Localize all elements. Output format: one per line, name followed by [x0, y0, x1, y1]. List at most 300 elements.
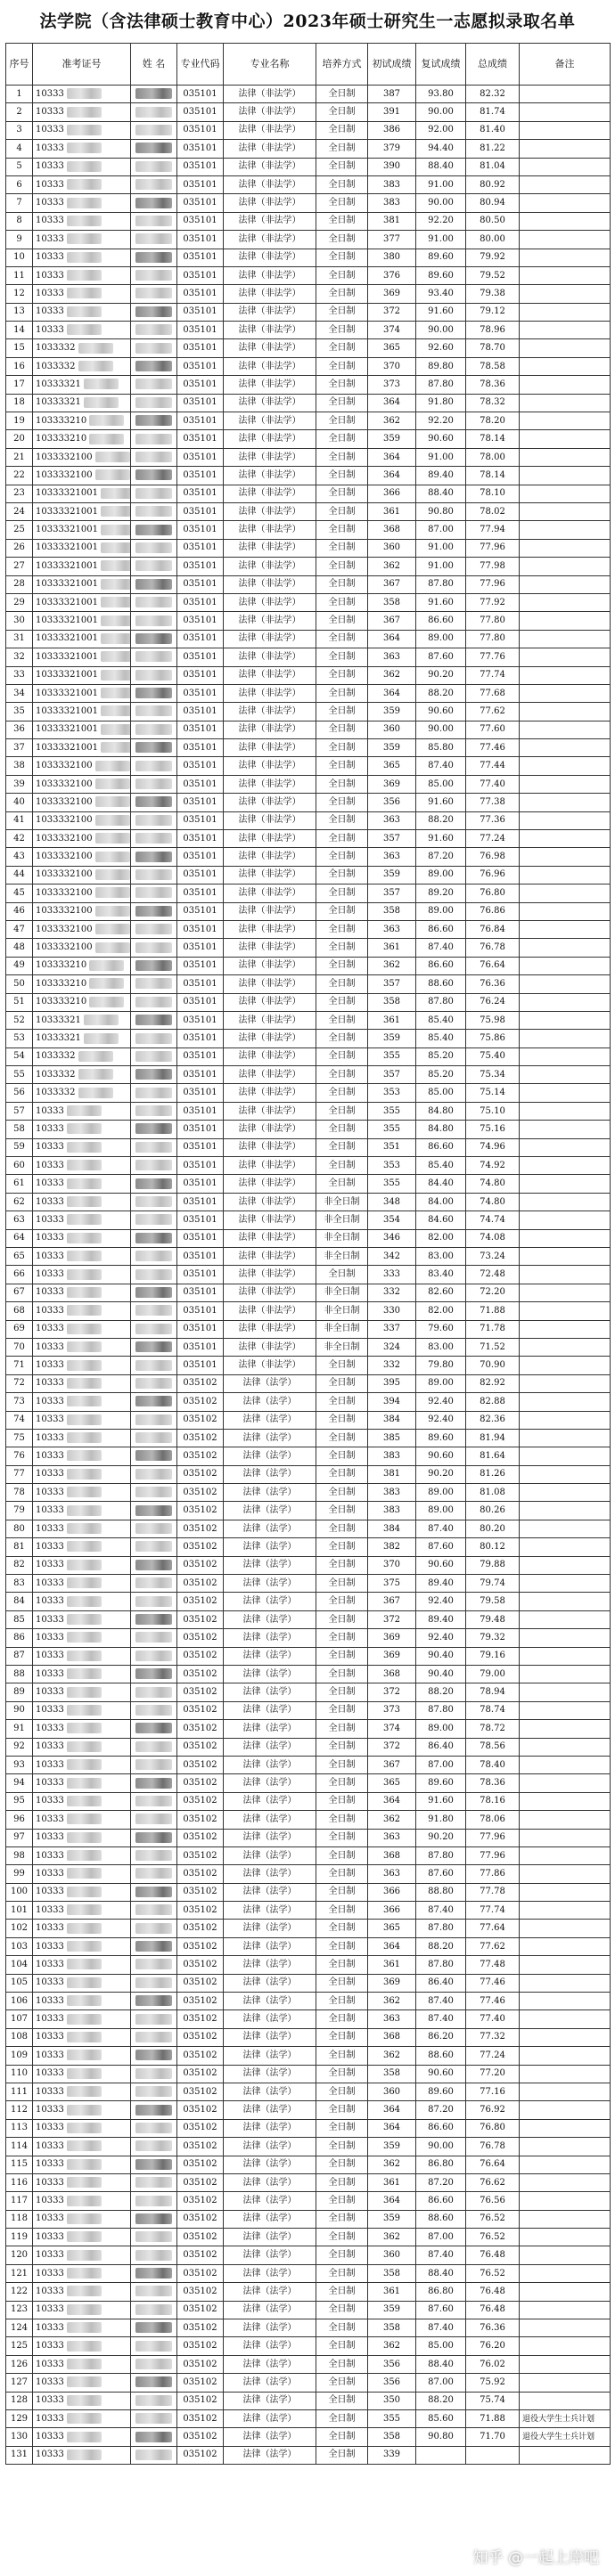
cell-prelim: 362: [368, 412, 416, 430]
cell-study-mode: 全日制: [316, 2392, 368, 2409]
cell-seq: 75: [6, 1429, 33, 1447]
cell-name: [131, 394, 177, 412]
redacted-name-block: [135, 1850, 172, 1861]
cell-major-code: 035102: [177, 2301, 224, 2319]
cell-major-name: 法律（法学）: [224, 1393, 316, 1411]
redacted-exam-id-block: [67, 2014, 102, 2025]
exam-id-text: 10333: [36, 2322, 64, 2333]
cell-prelim: 362: [368, 2337, 416, 2355]
cell-major-name: 法律（非法学）: [224, 1193, 316, 1211]
cell-retest: 87.00: [416, 2374, 466, 2392]
cell-remark: [520, 103, 611, 121]
table-row: [6, 993, 611, 1011]
cell-exam-id: [33, 1084, 131, 1102]
table-row: [6, 412, 611, 430]
cell-retest: 79.80: [416, 1357, 466, 1374]
cell-major-code: 035101: [177, 593, 224, 611]
exam-id-text: 10333: [36, 2268, 64, 2278]
cell-exam-id: [33, 2047, 131, 2065]
cell-exam-id: [33, 502, 131, 520]
cell-remark: [520, 1502, 611, 1520]
cell-name: [131, 830, 177, 848]
cell-prelim: 369: [368, 1629, 416, 1647]
cell-exam-id: [33, 1556, 131, 1574]
cell-total: 78.36: [466, 376, 520, 394]
cell-study-mode: 全日制: [316, 630, 368, 648]
table-row: [6, 1357, 611, 1374]
cell-prelim: 337: [368, 1320, 416, 1338]
cell-remark: [520, 1447, 611, 1465]
cell-seq: 5: [6, 158, 33, 175]
cell-remark: [520, 1738, 611, 1756]
cell-seq: 67: [6, 1284, 33, 1301]
cell-remark: [520, 1974, 611, 1992]
exam-id-text: 10333: [36, 1687, 64, 1698]
exam-id-text: 103333210: [36, 960, 87, 971]
cell-major-name: 法律（法学）: [224, 1683, 316, 1701]
exam-id-text: 10333: [36, 2413, 64, 2424]
cell-total: 78.56: [466, 1738, 520, 1756]
cell-total: 77.16: [466, 2083, 520, 2100]
cell-retest: 88.60: [416, 975, 466, 993]
exam-id-text: 10333: [36, 1923, 64, 1934]
cell-retest: 87.00: [416, 2229, 466, 2246]
cell-prelim: 372: [368, 303, 416, 321]
exam-id-text: 10333: [36, 1178, 64, 1189]
cell-major-code: 035102: [177, 2065, 224, 2083]
redacted-name-block: [135, 1469, 172, 1480]
cell-major-name: 法律（非法学）: [224, 357, 316, 375]
cell-seq: 112: [6, 2101, 33, 2119]
cell-major-code: 035101: [177, 1211, 224, 1229]
exam-id-text: 10333: [36, 270, 64, 281]
exam-id-text: 10333: [36, 1705, 64, 1716]
redacted-name-block: [135, 2196, 172, 2206]
redacted-exam-id-block: [95, 469, 130, 480]
cell-prelim: 364: [368, 448, 416, 466]
cell-remark: [520, 212, 611, 230]
cell-retest: 87.40: [416, 1993, 466, 2010]
cell-major-name: 法律（非法学）: [224, 285, 316, 303]
cell-major-name: 法律（非法学）: [224, 794, 316, 811]
cell-study-mode: 全日制: [316, 757, 368, 775]
cell-major-code: 035101: [177, 866, 224, 884]
cell-exam-id: [33, 2119, 131, 2137]
cell-total: 71.78: [466, 1320, 520, 1338]
redacted-name-block: [135, 2177, 172, 2188]
redacted-exam-id-block: [67, 1269, 102, 1280]
cell-prelim: 368: [368, 2028, 416, 2046]
cell-remark: [520, 485, 611, 502]
exam-id-text: 1033332100: [36, 815, 93, 826]
redacted-name-block: [135, 2450, 172, 2460]
cell-seq: 123: [6, 2301, 33, 2319]
cell-major-code: 035101: [177, 1357, 224, 1374]
cell-seq: 29: [6, 593, 33, 611]
cell-exam-id: [33, 884, 131, 902]
cell-study-mode: 全日制: [316, 2047, 368, 2065]
cell-retest: 89.60: [416, 1429, 466, 1447]
cell-total: 82.88: [466, 1393, 520, 1411]
cell-study-mode: 全日制: [316, 975, 368, 993]
cell-prelim: 333: [368, 1266, 416, 1284]
cell-total: 73.24: [466, 1248, 520, 1266]
redacted-name-block: [135, 2395, 172, 2406]
cell-name: [131, 1701, 177, 1719]
cell-remark: [520, 1846, 611, 1864]
redacted-exam-id-block: [95, 761, 130, 771]
cell-study-mode: 全日制: [316, 1066, 368, 1084]
cell-major-code: 035101: [177, 939, 224, 957]
cell-total: 78.96: [466, 322, 520, 339]
redacted-name-block: [135, 906, 172, 917]
redacted-name-block: [135, 1868, 172, 1879]
cell-prelim: 368: [368, 1846, 416, 1864]
redacted-exam-id-block: [67, 1651, 102, 1661]
redacted-exam-id-block: [101, 705, 131, 716]
cell-name: [131, 1157, 177, 1175]
cell-name: [131, 630, 177, 648]
cell-total: 77.80: [466, 630, 520, 648]
cell-study-mode: 全日制: [316, 539, 368, 557]
cell-seq: 85: [6, 1610, 33, 1628]
redacted-name-block: [135, 1178, 172, 1189]
cell-prelim: 330: [368, 1302, 416, 1320]
cell-total: 80.94: [466, 194, 520, 212]
cell-prelim: 359: [368, 2210, 416, 2228]
redacted-name-block: [135, 796, 172, 807]
table-row: [6, 1193, 611, 1211]
redacted-exam-id-block: [89, 960, 124, 971]
cell-exam-id: [33, 2246, 131, 2264]
cell-exam-id: [33, 739, 131, 757]
redacted-exam-id-block: [67, 179, 102, 190]
cell-study-mode: 全日制: [316, 1920, 368, 1937]
cell-exam-id: [33, 2428, 131, 2446]
cell-study-mode: 非全日制: [316, 1320, 368, 1338]
cell-prelim: 394: [368, 1393, 416, 1411]
cell-exam-id: [33, 412, 131, 430]
cell-study-mode: 全日制: [316, 1956, 368, 1974]
table-row: [6, 140, 611, 158]
cell-total: 77.62: [466, 1937, 520, 1955]
table-row: [6, 1248, 611, 1266]
cell-prelim: 383: [368, 1502, 416, 1520]
exam-id-text: 1033332100: [36, 779, 93, 789]
cell-retest: 89.00: [416, 1484, 466, 1502]
cell-prelim: 372: [368, 1610, 416, 1628]
cell-prelim: 346: [368, 1229, 416, 1247]
cell-major-code: 035101: [177, 194, 224, 212]
table-row: [6, 521, 611, 539]
cell-study-mode: 全日制: [316, 1665, 368, 1683]
cell-major-name: 法律（非法学）: [224, 666, 316, 684]
redacted-name-block: [135, 1668, 172, 1679]
cell-major-code: 035102: [177, 1629, 224, 1647]
exam-id-text: 10333: [36, 2432, 64, 2442]
cell-name: [131, 1484, 177, 1502]
cell-name: [131, 975, 177, 993]
cell-remark: [520, 1338, 611, 1356]
table-row: [6, 884, 611, 902]
cell-prelim: 377: [368, 231, 416, 249]
cell-exam-id: [33, 848, 131, 866]
table-row: [6, 648, 611, 666]
cell-remark: [520, 1647, 611, 1665]
cell-prelim: 368: [368, 521, 416, 539]
table-row: [6, 558, 611, 575]
table-row: [6, 1593, 611, 1610]
cell-total: 78.40: [466, 1756, 520, 1773]
table-row: [6, 1048, 611, 1065]
cell-retest: 90.60: [416, 2065, 466, 2083]
cell-seq: 60: [6, 1157, 33, 1175]
cell-exam-id: [33, 1792, 131, 1810]
table-row: [6, 1102, 611, 1120]
redacted-exam-id-block: [67, 1160, 102, 1170]
cell-remark: [520, 830, 611, 848]
cell-retest: 90.80: [416, 2428, 466, 2446]
cell-exam-id: [33, 939, 131, 957]
cell-major-name: 法律（非法学）: [224, 703, 316, 721]
cell-study-mode: 全日制: [316, 103, 368, 121]
redacted-exam-id-block: [67, 2432, 102, 2442]
cell-study-mode: 全日制: [316, 430, 368, 448]
cell-major-name: 法律（法学）: [224, 1593, 316, 1610]
table-row: [6, 1902, 611, 1920]
table-row: [6, 1846, 611, 1864]
table-row: [6, 612, 611, 630]
redacted-name-block: [135, 1596, 172, 1607]
cell-retest: 89.00: [416, 1720, 466, 1738]
cell-prelim: 355: [368, 1048, 416, 1065]
header-remark: 备注: [520, 44, 611, 86]
cell-major-name: 法律（法学）: [224, 2173, 316, 2191]
cell-name: [131, 194, 177, 212]
cell-prelim: 354: [368, 1211, 416, 1229]
redacted-name-block: [135, 542, 172, 553]
cell-remark: [520, 231, 611, 249]
cell-exam-id: [33, 1429, 131, 1447]
cell-remark: [520, 2210, 611, 2228]
cell-seq: 77: [6, 1465, 33, 1483]
cell-exam-id: [33, 1229, 131, 1247]
cell-seq: 54: [6, 1048, 33, 1065]
cell-retest: 82.00: [416, 1229, 466, 1247]
cell-remark: [520, 939, 611, 957]
cell-exam-id: [33, 1902, 131, 1920]
cell-major-name: 法律（非法学）: [224, 1266, 316, 1284]
cell-exam-id: [33, 303, 131, 321]
cell-exam-id: [33, 1720, 131, 1738]
cell-major-name: 法律（法学）: [224, 1484, 316, 1502]
cell-study-mode: 全日制: [316, 703, 368, 721]
redacted-name-block: [135, 579, 172, 590]
cell-major-code: 035102: [177, 1502, 224, 1520]
exam-id-text: 10333: [36, 288, 64, 298]
cell-major-name: 法律（非法学）: [224, 1175, 316, 1193]
cell-exam-id: [33, 1520, 131, 1537]
cell-seq: 30: [6, 612, 33, 630]
cell-name: [131, 648, 177, 666]
table-row: [6, 2355, 611, 2373]
cell-exam-id: [33, 2083, 131, 2100]
redacted-name-block: [135, 887, 172, 898]
cell-prelim: 361: [368, 939, 416, 957]
cell-prelim: 365: [368, 757, 416, 775]
cell-study-mode: 全日制: [316, 231, 368, 249]
cell-study-mode: 全日制: [316, 1902, 368, 1920]
cell-total: 77.76: [466, 648, 520, 666]
redacted-name-block: [135, 651, 172, 662]
cell-major-code: 035101: [177, 285, 224, 303]
cell-name: [131, 612, 177, 630]
cell-name: [131, 939, 177, 957]
table-row: [6, 1920, 611, 1937]
exam-id-text: 10333: [36, 1341, 64, 1352]
cell-exam-id: [33, 521, 131, 539]
cell-exam-id: [33, 1811, 131, 1829]
cell-retest: 87.40: [416, 757, 466, 775]
cell-major-name: 法律（非法学）: [224, 194, 316, 212]
cell-seq: 131: [6, 2446, 33, 2464]
cell-major-code: 035101: [177, 993, 224, 1011]
cell-prelim: 359: [368, 2138, 416, 2156]
table-row: [6, 830, 611, 848]
cell-prelim: 395: [368, 1374, 416, 1392]
exam-id-text: 10333: [36, 1632, 64, 1643]
cell-study-mode: 全日制: [316, 1720, 368, 1738]
cell-seq: 99: [6, 1865, 33, 1883]
exam-id-text: 10333: [36, 2159, 64, 2170]
cell-total: 78.74: [466, 1701, 520, 1719]
exam-id-text: 10333: [36, 1560, 64, 1570]
table-row: [6, 630, 611, 648]
cell-seq: 82: [6, 1556, 33, 1574]
cell-major-code: 035102: [177, 1411, 224, 1429]
cell-study-mode: 全日制: [316, 775, 368, 793]
cell-major-code: 035102: [177, 1538, 224, 1556]
cell-exam-id: [33, 2101, 131, 2119]
cell-prelim: 364: [368, 467, 416, 485]
cell-total: 75.34: [466, 1066, 520, 1084]
exam-id-text: 103333210: [36, 978, 87, 989]
cell-study-mode: 全日制: [316, 684, 368, 702]
redacted-exam-id-block: [95, 779, 130, 789]
cell-seq: 26: [6, 539, 33, 557]
cell-major-code: 035101: [177, 86, 224, 103]
cell-retest: 89.20: [416, 884, 466, 902]
cell-remark: [520, 1575, 611, 1593]
cell-total: 76.24: [466, 993, 520, 1011]
exam-id-text: 10333: [36, 179, 64, 190]
redacted-exam-id-block: [101, 742, 131, 753]
cell-major-code: 035101: [177, 684, 224, 702]
redacted-exam-id-block: [67, 1487, 102, 1497]
cell-seq: 22: [6, 467, 33, 485]
redacted-exam-id-block: [67, 1995, 102, 2006]
cell-prelim: 383: [368, 1484, 416, 1502]
cell-major-code: 035101: [177, 884, 224, 902]
cell-study-mode: 全日制: [316, 357, 368, 375]
cell-total: 82.92: [466, 1374, 520, 1392]
cell-seq: 78: [6, 1484, 33, 1502]
cell-major-name: 法律（非法学）: [224, 394, 316, 412]
cell-name: [131, 1829, 177, 1846]
cell-seq: 51: [6, 993, 33, 1011]
cell-total: 75.98: [466, 1011, 520, 1029]
cell-major-code: 035101: [177, 811, 224, 829]
redacted-name-block: [135, 1088, 172, 1098]
redacted-exam-id-block: [67, 88, 102, 99]
cell-total: 81.94: [466, 1429, 520, 1447]
cell-major-code: 035101: [177, 357, 224, 375]
cell-major-name: 法律（法学）: [224, 2301, 316, 2319]
cell-major-name: 法律（非法学）: [224, 1102, 316, 1120]
cell-major-name: 法律（法学）: [224, 1610, 316, 1628]
cell-name: [131, 339, 177, 357]
cell-major-code: 035102: [177, 1447, 224, 1465]
redacted-name-block: [135, 1069, 172, 1080]
redacted-name-block: [135, 597, 172, 607]
cell-prelim: 365: [368, 339, 416, 357]
cell-study-mode: 全日制: [316, 1883, 368, 1901]
cell-prelim: 363: [368, 811, 416, 829]
cell-seq: 124: [6, 2319, 33, 2337]
cell-exam-id: [33, 1030, 131, 1048]
cell-exam-id: [33, 721, 131, 738]
cell-total: 77.36: [466, 811, 520, 829]
cell-retest: 83.40: [416, 1266, 466, 1284]
cell-total: 77.74: [466, 1902, 520, 1920]
cell-exam-id: [33, 1610, 131, 1628]
cell-prelim: 361: [368, 1011, 416, 1029]
exam-id-text: 10333: [36, 2123, 64, 2133]
redacted-name-block: [135, 270, 172, 281]
cell-major-code: 035102: [177, 1520, 224, 1537]
redacted-exam-id-block: [67, 1904, 102, 1915]
cell-name: [131, 1030, 177, 1048]
cell-exam-id: [33, 2065, 131, 2083]
cell-total: 74.08: [466, 1229, 520, 1247]
cell-remark: [520, 1048, 611, 1065]
cell-seq: 107: [6, 2010, 33, 2028]
cell-retest: 87.40: [416, 1902, 466, 1920]
table-row: [6, 1538, 611, 1556]
exam-id-text: 1033332100: [36, 852, 93, 862]
cell-study-mode: 全日制: [316, 2446, 368, 2464]
cell-remark: [520, 357, 611, 375]
exam-id-text: 10333: [36, 1596, 64, 1607]
cell-name: [131, 467, 177, 485]
redacted-exam-id-block: [67, 2196, 102, 2206]
header-retest: 复试成绩: [416, 44, 466, 86]
cell-major-code: 035101: [177, 1138, 224, 1156]
cell-prelim: 366: [368, 485, 416, 502]
table-row: [6, 194, 611, 212]
cell-name: [131, 2374, 177, 2392]
redacted-exam-id-block: [67, 1923, 102, 1934]
cell-remark: [520, 1320, 611, 1338]
cell-seq: 55: [6, 1066, 33, 1084]
cell-total: 77.40: [466, 775, 520, 793]
redacted-name-block: [135, 1196, 172, 1207]
cell-study-mode: 全日制: [316, 521, 368, 539]
table-row: [6, 1175, 611, 1193]
exam-id-text: 10333: [36, 2250, 64, 2261]
cell-major-code: 035101: [177, 794, 224, 811]
cell-remark: [520, 993, 611, 1011]
